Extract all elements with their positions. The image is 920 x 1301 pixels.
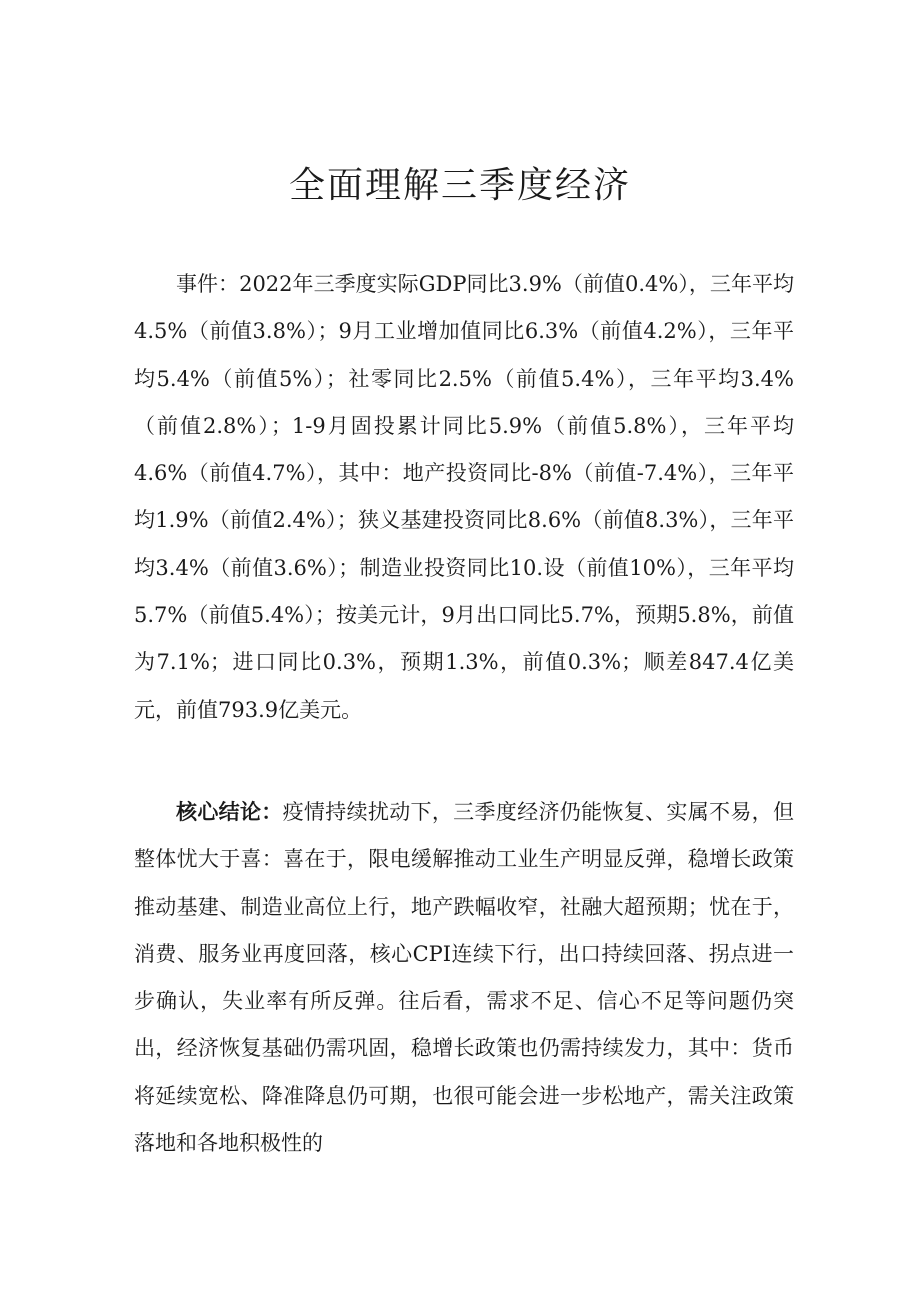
conclusion-lead: 核心结论： [176,799,283,824]
document-title: 全面理解三季度经济 [288,165,631,206]
conclusion-text: 疫情持续扰动下，三季度经济仍能恢复、实属不易，但整体忧大于喜：喜在于，限电缓解推动工业生产明显反弹，稳增长政策推动基建、制造业高位上行，地产跌幅收窄，社融大超预期；忧在于，消费、服务业再度回落，核心CPI连续下行，出口持续回落、拐点进一步确认，失业率有所反弹。往后看，需求不足、信心不足等问题仍突出，经济恢复基础仍需巩固，稳增长政策也仍需持续发力，其中：货币将延续宽松、降准降息仍可期，也很可能会进一步松地产，需关注政策落地和各地积极性的 [134,800,795,1156]
event-paragraph: 事件：2022年三季度实际GDP同比3.9%（前值0.4%），三年平均4.5%（前值3.8%）；9月工业增加值同比6.3%（前值4.2%），三年平均5.4%（前值5%）；社零同比2.5%（前值5.4%），三年平均3.4%（前值2.8%）；1-9月固投累计同比5.9%（前值5.8%），三年平均4.6%（前值4.7%），其中：地产投资同比-8%（前值-7.4%），三年平均1.9%（前值2.4%）；狭义基建投资同比8.6%（前值8.3%），三年平均3.4%（前值3.6%）；制造业投资同比10.设（前值10%），三年平均5.7%（前值5.4%）；按美元计，9月出口同比5.7%，预期5.8%，前值为7.1%；进口同比0.3%，预期1.3%，前值0.3%；顺差847.4亿美元，前值793.9亿美元。 [134,272,794,722]
conclusion-paragraph [134,788,794,1167]
